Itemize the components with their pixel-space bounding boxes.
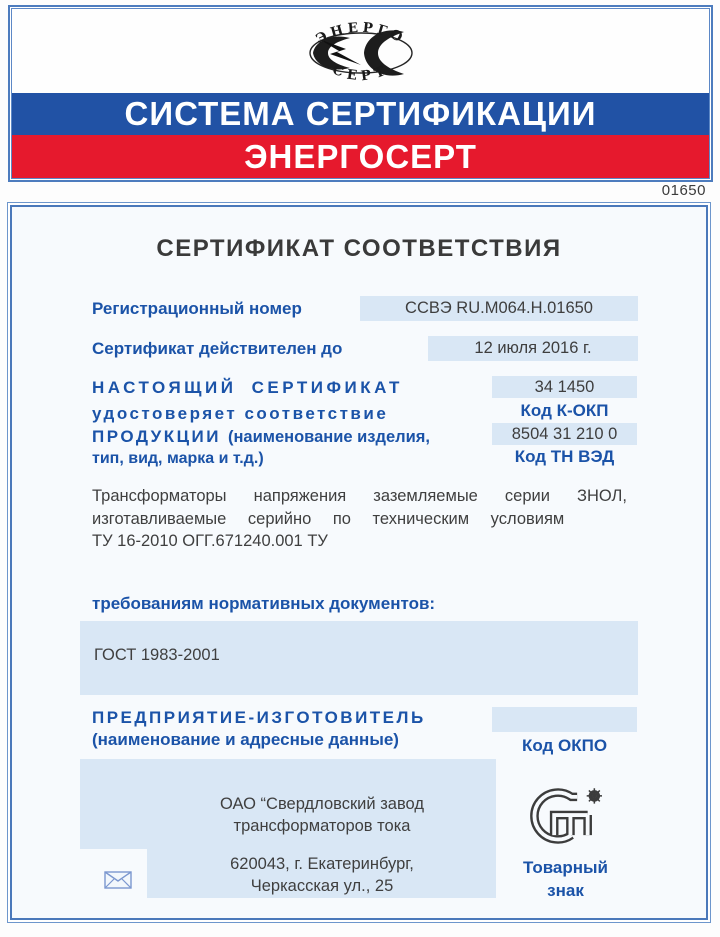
logo-area: [12, 9, 709, 93]
manufacturer-address-line1: 620043, г. Екатеринбург,: [230, 855, 414, 873]
product-word: заземляемые: [373, 487, 478, 505]
svg-text:СЕРТ: [330, 62, 392, 85]
manufacturer-name: [152, 793, 492, 837]
product-word: Трансформаторы: [92, 487, 227, 505]
okp-code-value: 34 1450: [492, 376, 637, 398]
manufacturer-address-line2: Черкасская ул., 25: [250, 877, 394, 895]
product-word: ЗНОЛ,: [577, 487, 627, 505]
statement-line3: [92, 427, 430, 447]
valid-until-value: 12 июля 2016 г.: [428, 336, 638, 361]
energosert-logo-icon: [281, 11, 441, 91]
product-description-line1: [92, 485, 627, 508]
product-description: [92, 485, 627, 553]
envelope-icon: [104, 871, 132, 889]
energosert-band: [12, 135, 709, 178]
statement-product-note: (наименование изделия,: [227, 428, 430, 446]
statement-product-word: ПРОДУКЦИИ: [92, 427, 221, 446]
svg-text:ЭНЕРГО: [313, 20, 408, 48]
manufacturer-name-line1: ОАО “Свердловский завод: [220, 795, 424, 813]
product-word: напряжения: [253, 487, 347, 505]
energosert-text: ЭНЕРГОСЕРТ: [244, 137, 477, 175]
header-banner-inner: [11, 8, 710, 179]
tnved-code-label: Код ТН ВЭД: [514, 447, 615, 466]
product-description-line3: ТУ 16-2010 ОГГ.671240.001 ТУ: [92, 532, 328, 550]
okpo-code-value: [492, 707, 637, 732]
manufacturer-label: ПРЕДПРИЯТИЕ-ИЗГОТОВИТЕЛЬ: [92, 708, 426, 727]
system-certification-band: [12, 93, 709, 135]
registration-number-value: ССВЭ RU.M064.H.01650: [360, 296, 638, 321]
registration-number-label: Регистрационный номер: [92, 299, 302, 318]
okp-code-label: Код К-ОКП: [520, 401, 609, 420]
tnved-code-value: 8504 31 210 0: [492, 423, 637, 445]
system-certification-text: СИСТЕМА СЕРТИФИКАЦИИ: [124, 95, 597, 132]
logo-top-text: ЭНЕРГО: [312, 19, 409, 48]
trademark-label-line1: Товарный: [523, 858, 608, 877]
requirements-value-box: [80, 621, 638, 695]
certificate-body-inner: [10, 205, 708, 920]
trademark-label: [508, 856, 623, 902]
statement-line4: тип, вид, марка и т.д.): [92, 450, 264, 467]
product-word: серии: [504, 487, 550, 505]
certificate-body: [7, 202, 711, 923]
manufacturer-sublabel: (наименование и адресные данные): [92, 730, 399, 749]
manufacturer-address: [152, 853, 492, 897]
manufacturer-name-line2: трансформаторов тока: [233, 817, 411, 835]
form-serial-number: 01650: [661, 182, 706, 199]
trademark-label-line2: знак: [547, 881, 584, 900]
okpo-code-label: Код ОКПО: [521, 736, 608, 755]
product-description-line2: изготавливаемые серийно по техническим условиям: [92, 509, 565, 528]
valid-until-label: Сертификат действителен до: [92, 339, 343, 358]
trademark-logo-icon: [514, 785, 602, 847]
statement-line2: удостоверяет соответствие: [92, 404, 389, 423]
logo-bottom-text: СЕРТ: [329, 61, 392, 85]
gost-standard: ГОСТ 1983-2001: [94, 646, 220, 664]
requirements-label: требованиям нормативных документов:: [92, 594, 436, 613]
statement-line1: НАСТОЯЩИЙ СЕРТИФИКАТ: [92, 378, 403, 397]
certificate-title: СЕРТИФИКАТ СООТВЕТСТВИЯ: [156, 235, 562, 262]
header-banner: [8, 5, 713, 182]
